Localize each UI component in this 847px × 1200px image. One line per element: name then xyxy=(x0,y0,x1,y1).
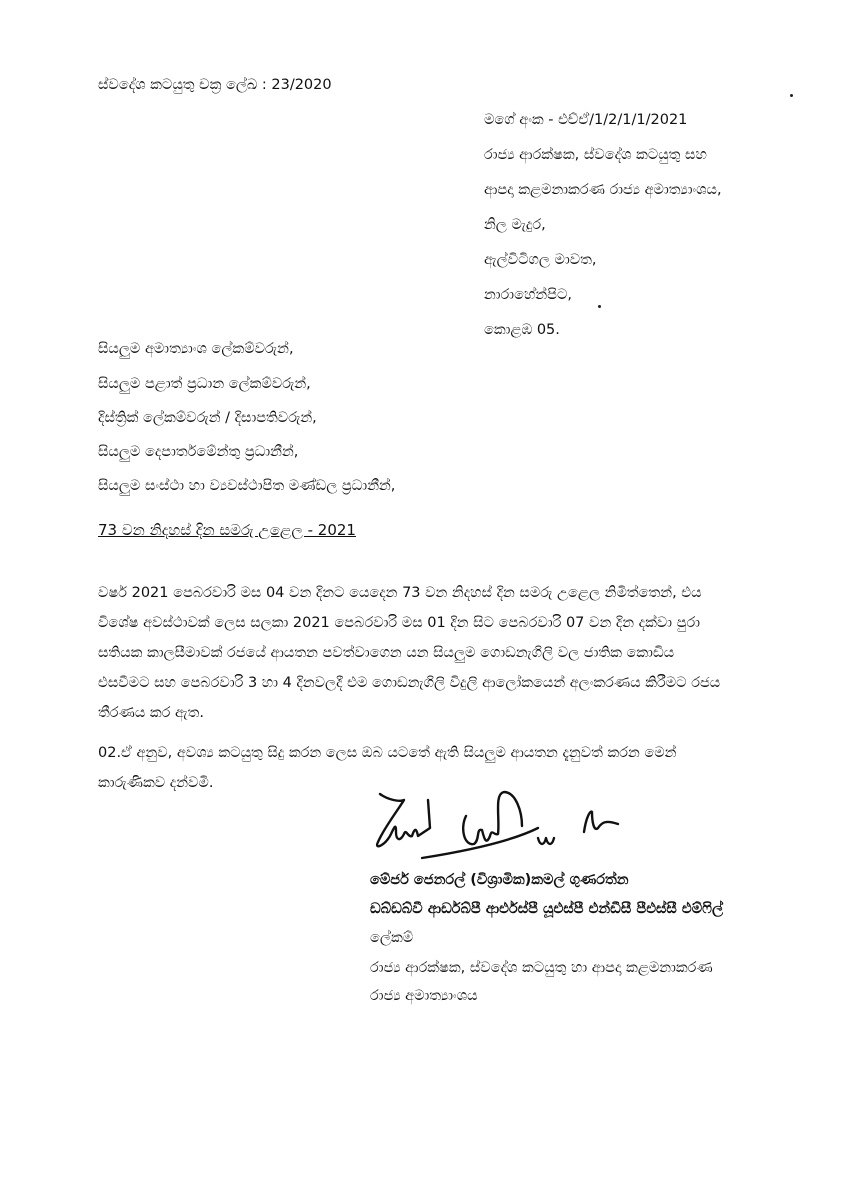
signatory-position: ලේකම් xyxy=(370,930,414,946)
paragraph-line: තීරණය කර ඇත. xyxy=(98,705,204,721)
my-reference-number: මගේ අංක - එච්ඒ/1/2/1/1/2021 xyxy=(484,112,688,128)
paragraph-line: 02.ඒ අනුව, අවශ්‍ය කටයුතු සිදු කරන ලෙස ඔබ යටතේ ඇති සියලුම ආයතන දැනුවත් කරන මෙන් xyxy=(98,745,677,761)
address-line: ආපදා කළමනාකරණ රාජ්‍ය අමාත්‍යාංශය, xyxy=(484,182,722,198)
scan-speck xyxy=(598,305,601,308)
paragraph-line: එසවීමට සහ පෙබරවාරි 3 හා 4 දිනවලදී එම ගොඩනැගිලි විදුලි ආලෝකයෙන් අලංකරණය කිරීමට රජය xyxy=(98,675,721,691)
circular-reference: ස්වදේශ කටයුතු චක්‍ර ලේඛ : 23/2020 xyxy=(98,77,332,93)
signatory-name: මේජර් ජෙනරල් (විශ්‍රාමික)කමල් ගුණරත්න xyxy=(370,872,629,888)
body-paragraph-1 xyxy=(98,578,746,728)
signatory-ministry-line-2: රාජ්‍ය අමාත්‍යාංශය xyxy=(370,988,478,1004)
paragraph-line: සතියක කාලසීමාවක් රජයේ ආයතන පවත්වාගෙන යන සියලුම ගොඩනැගිලි වල ජාතික කොඩිය xyxy=(98,645,675,661)
recipient-line: සියලුම අමාත්‍යාංශ ලේකම්වරුන්, xyxy=(98,341,294,357)
address-line: නාරාහේන්පිට, xyxy=(484,287,572,303)
recipient-line: සියලුම දෙපාර්තමේන්තු ප්‍රධානීන්, xyxy=(98,444,299,460)
handwritten-signature xyxy=(370,788,650,868)
address-line: කොළඹ 05. xyxy=(484,322,560,338)
signatory-ministry-line-1: රාජ්‍ය ආරක්ෂක, ස්වදේශ කටයුතු හා ආපදා කළමනාකරණ xyxy=(370,960,713,976)
subject-heading: 73 වන නිදහස් දින සමරු උළෙල - 2021 xyxy=(98,521,356,539)
recipient-line: දිස්ත්‍රික් ලේකම්වරුන් / දිසාපතිවරුන්, xyxy=(98,410,317,426)
paragraph-line: විශේෂ අවස්ථාවක් ලෙස සලකා 2021 පෙබරවාරි මස 01 දින සිට පෙබරවාරි 07 වන දින දක්වා පුරා xyxy=(98,615,701,631)
paragraph-line: වර්ෂ 2021 පෙබරවාරි මස 04 වන දිනට යෙදෙන 73 වන නිදහස් දින සමරු උළෙල නිමිත්තෙන්, එය xyxy=(98,585,702,601)
address-line: ඇල්විටිගල මාවත, xyxy=(484,252,597,268)
signatory-qualifications: ඩබ්ඩබ්වී ආර්ඩබ්පී ආර්එස්පී යූඑස්පී එන්ඩීසී පීඑස්සී එම්ෆිල් xyxy=(370,901,724,917)
recipient-line: සියලුම සංස්ථා හා ව්‍යවස්ථාපිත මණ්ඩල ප්‍රධානීන්, xyxy=(98,478,396,494)
scan-speck xyxy=(790,94,793,97)
address-line: නිල මැදුර, xyxy=(484,217,546,233)
address-line: රාජ්‍ය ආරක්ෂක, ස්වදේශ කටයුතු සහ xyxy=(484,147,707,163)
recipient-line: සියලුම පළාත් ප්‍රධාන ලේකම්වරුන්, xyxy=(98,376,311,392)
paragraph-line: කාරුණිකව දන්වමි. xyxy=(98,775,214,791)
